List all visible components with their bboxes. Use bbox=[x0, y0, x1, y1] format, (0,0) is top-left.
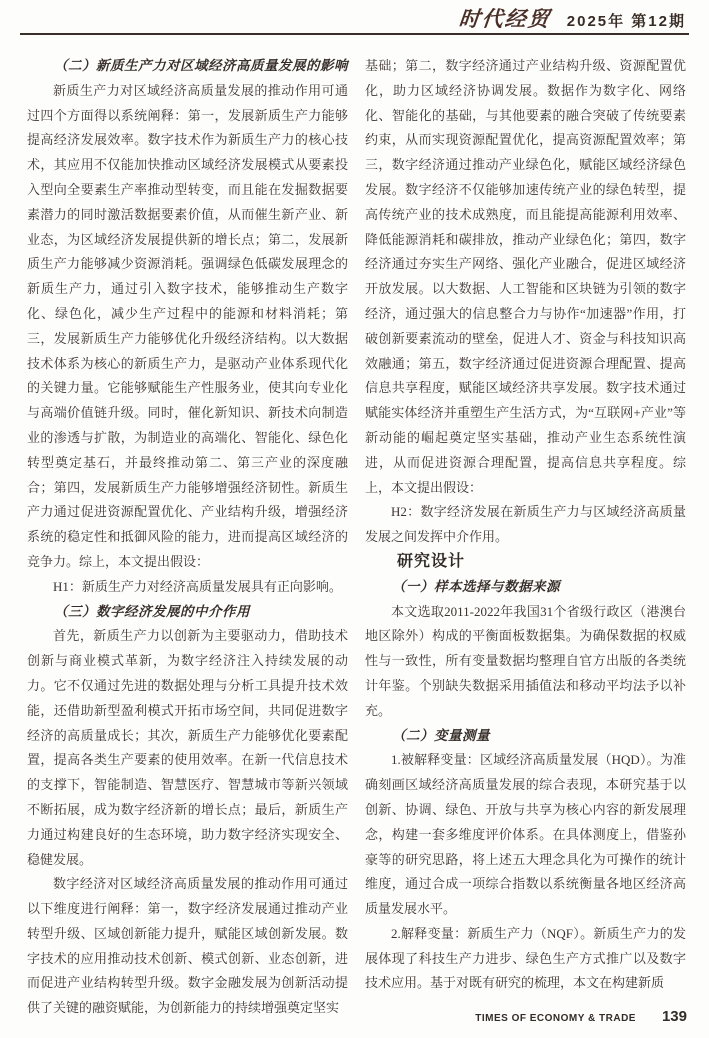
right-column bbox=[365, 54, 686, 1021]
two-column-body bbox=[27, 54, 686, 1021]
paragraph-section3-2: 数字经济对区域经济高质量发展的推动作用可通过以下维度进行阐释：第一，数字经济发展通过推动产业转型升级、区域创新能力提升，赋能区域创新发展。数字技术的应用推动技术创新、模式创新、业态创新，进而促进产业结构转型升级。数字金融发展为创新活动提供了关键的融资赋能，为创新能力的持续增强奠定坚实 bbox=[27, 876, 348, 1016]
paragraph-variables-2: 2.解释变量：新质生产力（NQF）。新质生产力的发展体现了科技生产力进步、绿色生产方式推广以及数字技术应用。基于对既有研究的梳理，本文在构建新质 bbox=[365, 925, 686, 991]
paragraph-section2: 新质生产力对区域经济高质量发展的推动作用可通过四个方面得以系统阐释：第一，发展新质生产力能够提高经济发展效率。数字技术作为新质生产力的核心技术，其应用不仅能加快推动区域经济发展模式从要素投入型向全要素生产率推动型转变，而且能在发掘数据要素潜力的同时激活数据要素价值，从而催生新产业、新业态，为区域经济发展提供新的增长点；第二，发展新质生产力能够减少资源消耗。强调绿色低碳发展理念的新质生产力，通过引入数字技术，能够推动生产数字化、绿色化，减少生产过程中的能源和材料消耗；第三，发展新质生产力能够优化升级经济结构。以大数据技术体系为核心的新质生产力，是驱动产业体系现代化的关键力量。它能够赋能生产性服务业，使其向专业化与高端价值链升级。同时，催化新知识、新技术向制造业的渗透与扩散，为制造业的高端化、智能化、绿色化转型奠定基石，并最终推动第二、第三产业的深度融合；第四，发展新质生产力能够增强经济韧性。新质生产力通过促进资源配置优化、产业结构升级，增强经济系统的稳定性和抵御风险的能力，进而提高区域经济的竞争力。综上，本文提出假设： bbox=[27, 82, 348, 569]
page-number: 139 bbox=[661, 1008, 687, 1025]
section-heading-2: （二）新质生产力对区域经济高质量发展的影响 bbox=[54, 58, 348, 73]
page-footer bbox=[475, 1008, 687, 1025]
journal-title-calligraphy: 时代经贸 bbox=[457, 7, 552, 31]
subsection-heading-variables: （二）变量测量 bbox=[392, 727, 490, 743]
paragraph-variables-1: 1.被解释变量：区域经济高质量发展（HQD）。为准确刻画区域经济高质量发展的综合表现，本研究基于以创新、协调、绿色、开放与共享为核心内容的新发展理念，构建一套多维度评价体系。在具体测度上，借鉴孙豪等的研究思路，将上述五大理念具化为可操作的统计维度，通过合成一项综合指数以系统衡量各地区经济高质量发展水平。 bbox=[365, 752, 686, 917]
hypothesis-2: H2：数字经济发展在新质生产力与区域经济高质量发展之间发挥中介作用。 bbox=[365, 504, 686, 545]
paragraph-continuation: 基础；第二，数字经济通过产业结构升级、资源配置优化，助力区域经济协调发展。数据作为数字化、网络化、智能化的基础，与其他要素的融合突破了传统要素约束，从而实现资源配置优化，提高资源配置效率；第三，数字经济通过推动产业绿色化，赋能区域经济绿色发展。数字经济不仅能够加速传统产业的绿色转型，提高传统产业的技术成熟度，而且能提高能源利用效率、降低能源消耗和碳排放，推动产业绿色化；第四，数字经济通过夯实生产网络、强化产业融合，促进区域经济开放发展。以大数据、人工智能和区块链为引领的数字经济，通过强大的信息整合力与协作“加速器”作用，打破创新要素流动的壁垒，促进人才、资金与科技知识高效融通；第五，数字经济通过促进资源合理配置、提高信息共享程度，赋能区域经济共享发展。数字技术通过赋能实体经济并重塑生产生活方式，为“互联网+产业”等新动能的崛起奠定坚实基础，推动产业生态系统性演进，从而促进资源合理配置，提高信息共享程度。综上，本文提出假设： bbox=[365, 58, 686, 495]
hypothesis-1: H1：新质生产力对经济高质量发展具有正向影响。 bbox=[53, 578, 342, 594]
research-design-heading: 研究设计 bbox=[397, 552, 466, 570]
header-divider bbox=[20, 33, 689, 35]
left-column bbox=[27, 54, 348, 1021]
issue-info: 2025年 第12期 bbox=[566, 13, 686, 30]
section-heading-3: （三）数字经济发展的中介作用 bbox=[54, 603, 250, 619]
paragraph-section3-1: 首先，新质生产力以创新为主要驱动力，借助技术创新与商业模式革新，为数字经济注入持续发展的动力。它不仅通过先进的数据处理与分析工具提升技术效能，还借助新型盈利模式开拓市场空间，共同促进数字经济的高质量成长；其次，新质生产力能够优化要素配置，提高各类生产要素的使用效率。在新一代信息技术的支撑下，智能制造、智慧医疗、智慧城市等新兴领域不断拓展，成为数字经济新的增长点；最后，新质生产力通过构建良好的生态环境，助力数字经济实现安全、稳健发展。 bbox=[27, 628, 348, 867]
subsection-heading-sample: （一）样本选择与数据来源 bbox=[392, 578, 560, 594]
journal-name-english: TIMES OF ECONOMY & TRADE bbox=[475, 1013, 636, 1024]
paragraph-sample: 本文选取2011-2022年我国31个省级行政区（港澳台地区除外）构成的平衡面板数据集。为确保数据的权威性与一致性，所有变量数据均整理自官方出版的各类统计年鉴。个别缺失数据采用插值法和移动平均法予以补充。 bbox=[365, 603, 686, 718]
page-header bbox=[459, 3, 686, 33]
